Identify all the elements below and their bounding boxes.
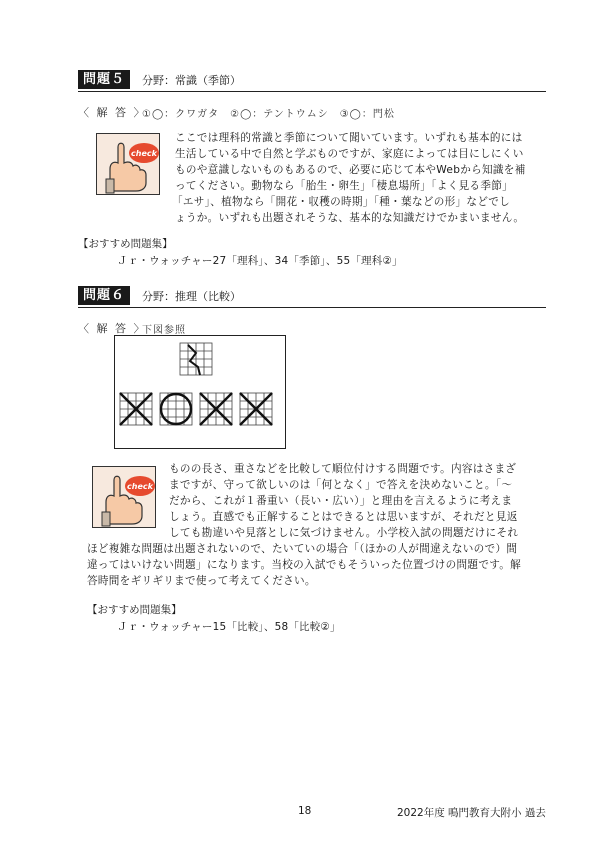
q5-line: 生活している中で自然と学ぶものですが、家庭によっては目にしにくい [175,148,524,160]
q5-header [78,69,546,92]
q5-line: ってください。動物なら「胎生・卵生」「棲息場所」「よく見る季節」 [175,180,513,192]
q5-answer: ①◯：クワガタ ②◯：テントウムシ ③◯：門松 [142,109,395,120]
q6-line: 答時間をギリギリまで使って考えてください。 [87,575,316,587]
q6-header [78,285,546,308]
q6-line: 違ってはいけない問題」になります。当校の入試でもそういった位置づけの問題です。解 [87,559,522,571]
q5-explanation [172,130,526,226]
q6-rec-items: Ｊｒ・ウォッチャー15「比較」、58「比較②」 [117,621,341,633]
q6-explanation [169,461,518,541]
q5-line: ものや意識しないものもあるので、必要に応じて本やWebから知識を補 [175,164,526,176]
check-hand-icon [96,133,160,199]
q6-explanation-cont [87,541,521,589]
q5-field: 分野：常識（季節） [142,74,241,87]
q5-line: ょうか。いずれも出題されそうな、基本的な知識だけでかまいません。 [175,212,525,224]
q5-answer-label: 〈 解 答 〉 [78,106,147,119]
page-number: 18 [298,805,312,817]
q6-answer-figure [114,335,286,453]
q6-rec-title: 【おすすめ問題集】 [87,604,182,616]
q5-badge: 問題５ [78,70,130,89]
q6-line: しても勘違いや見落としに気づけません。小学校入試の問題だけにそれ [169,527,519,539]
q5-rec-title: 【おすすめ問題集】 [78,238,173,250]
q6-line: しょう。直感でも正解することはできるとは思いますが、それだと見返 [169,511,518,523]
q5-rec-items: Ｊｒ・ウォッチャー27「理科」、34「季節」、55「理科②」 [117,255,403,267]
q6-line: まですが、守って欲しいのは「何となく」で答えを決めないこと。「～ [169,479,513,491]
q6-line: だから、これが１番重い（長い・広い）」と理由を言えるように考えま [169,495,513,507]
q5-line: 「エサ」、植物なら「開花・収穫の時期」「種・葉などの形」などでし [172,196,510,208]
q6-answer: 下図参照 [142,325,186,336]
q6-field: 分野：推理（比較） [142,290,241,303]
check-label: check [131,149,157,158]
check-label: check [127,482,153,491]
q6-line: ものの長さ、重さなどを比較して順位付けする問題です。内容はさまざ [169,463,517,475]
q6-line: ほど複雑な問題は出題されないので、たいていの場合「（ほかの人が間違えないので）間 [87,543,518,555]
q6-badge: 問題６ [78,286,130,305]
footer-title: 2022年度 鳴門教育大附小 過去 [397,807,546,819]
q5-line: ここでは理科的常識と季節について聞いています。いずれも基本的には [175,132,523,144]
q6-answer-label: 〈 解 答 〉 [78,322,147,335]
check-hand-icon [92,466,156,532]
